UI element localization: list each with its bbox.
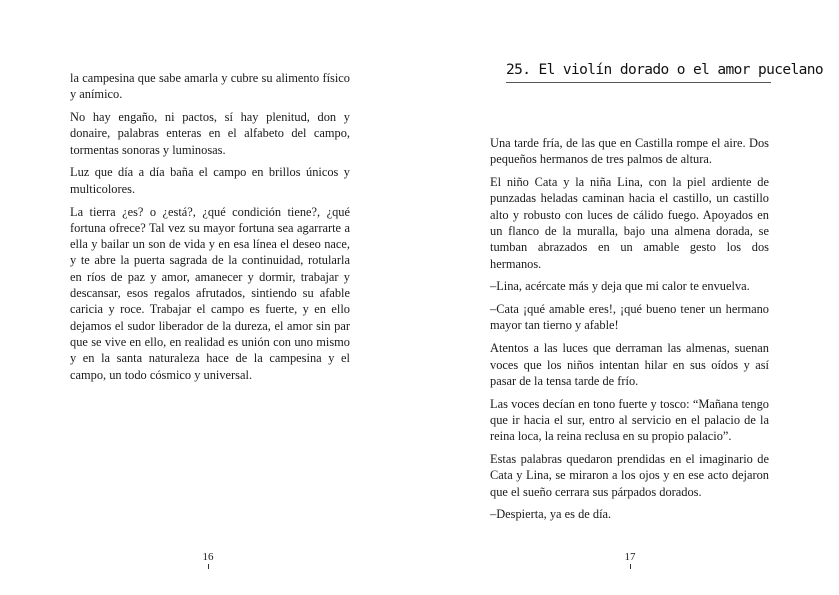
paragraph: No hay engaño, ni pactos, sí hay plenitud, don y donaire, palabras enteras en el alfabeto del campo, tormentas sonoras y luminosas. (70, 110, 350, 157)
paragraph: Luz que día a día baña el campo en brillos únicos y multicolores. (70, 165, 350, 196)
paragraph: la campesina que sabe amarla y cubre su alimento físico y anímico. (70, 71, 350, 102)
left-page-text (70, 70, 350, 389)
right-page (420, 0, 839, 595)
page-number-right (620, 551, 640, 569)
chapter-title: 25. El violín dorado o el amor pucelano (506, 62, 771, 83)
paragraph: Atentos a las luces que derraman las almenas, suenan voces que los niños intentan hilar en sus oídos y así pasar de la tensa tarde de frío. (490, 341, 769, 388)
page-number-tick (208, 564, 209, 569)
paragraph: Estas palabras quedaron prendidas en el imaginario de Cata y Lina, se miraron a los ojos y en ese acto dejaron que el sueño cerrara sus párpados dorados. (490, 452, 769, 499)
paragraph: El niño Cata y la niña Lina, con la piel ardiente de punzadas heladas caminan hacia el castillo, un castillo alto y robusto con luces de cálido fuego. Apoyados en un flanco de la muralla, bajo una almena dorada, se tumban abrazados en un amable gesto los dos hermanos. (490, 175, 769, 271)
right-page-text (490, 135, 769, 529)
dialogue-line: –Cata ¡qué amable eres!, ¡qué bueno tener un hermano mayor tan tierno y afable! (490, 302, 769, 333)
left-page (0, 0, 419, 595)
paragraph: La tierra ¿es? o ¿está?, ¿qué condición tiene?, ¿qué fortuna ofrece? Tal vez su mayor fortuna sea agarrarte a ella y bailar un son de vida y en esa línea el deseo nace, y te abre la puerta sagrada de la continuidad, rotularla en ríos de paz y amor, amanecer y dormir, trabajar y descansar, esos regalos afrutados, sintiendo su afable caricia y roce. Trabajar el campo es fuerte, y en ello dejamos el sudor liberador de la dureza, el amor sin par que se vive en ello, en realidad es unión con uno mismo y en la santa naturaleza hace de la campesina y el campo, un todo cósmico y universal. (70, 204, 350, 382)
paragraph: Las voces decían en tono fuerte y tosco: “Mañana tengo que ir hacia el sur, entro al servicio en el palacio de la reina loca, la reina reclusa en su propio palacio”. (490, 396, 769, 444)
page-number-tick (630, 564, 631, 569)
page-number-label: 16 (202, 551, 214, 563)
dialogue-line: –Despierta, ya es de día. (490, 507, 612, 522)
page-number-left (198, 551, 218, 569)
page-number-label: 17 (624, 551, 636, 563)
paragraph: Una tarde fría, de las que en Castilla rompe el aire. Dos pequeños hermanos de tres palmos de altura. (490, 136, 769, 167)
dialogue-line: –Lina, acércate más y deja que mi calor te envuelva. (490, 279, 750, 294)
